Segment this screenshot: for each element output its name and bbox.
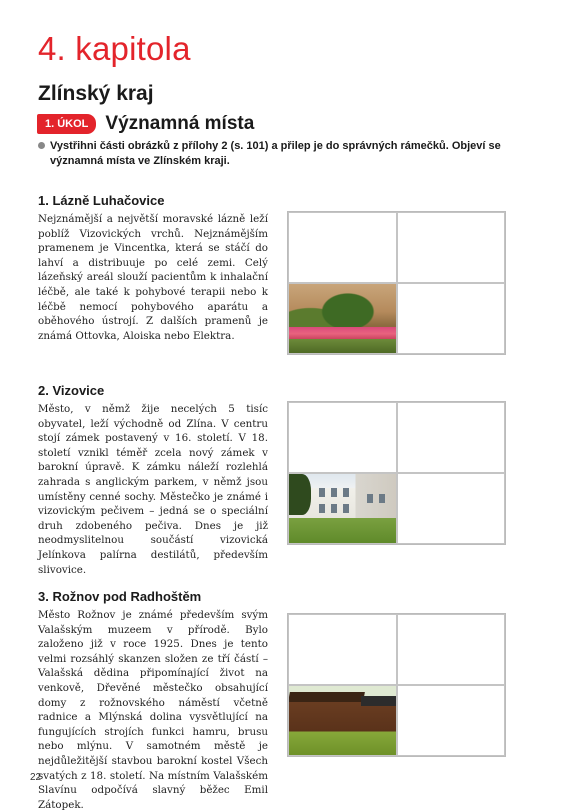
instruction-text: Vystřihni části obrázků z přílohy 2 (s. 101) a přilep je do správných rámečků. Objeví se významná místa ve Zlínském kraji. bbox=[50, 140, 501, 167]
region-title: Zlínský kraj bbox=[38, 82, 154, 105]
section-vizovice bbox=[38, 383, 268, 577]
photo-piece-cell bbox=[288, 473, 397, 544]
paste-frame-cell[interactable] bbox=[397, 685, 506, 756]
paste-frame-cell[interactable] bbox=[288, 402, 397, 473]
paste-frame-grid bbox=[287, 401, 506, 545]
paste-frame-cell[interactable] bbox=[288, 212, 397, 283]
section-text: Nejznámější a největší moravské lázně leží poblíž Vizovických vrchů. Nejznámějším pramenem je Vincentka, která se stáčí do lahví a distribuuje po celé zemi. Celý lázeňský areál slouží pacientům k inhalační léčbě, ale také k pohybové terapii nebo k léčbě nemocí pohybového aparátu a oběhového ústrojí. Z dalších pramenů je známá Ottovka, Aloiska nebo Elektra. bbox=[38, 213, 268, 342]
paste-frame-cell[interactable] bbox=[397, 212, 506, 283]
paste-frame-grid bbox=[287, 211, 506, 355]
task-instruction bbox=[38, 139, 538, 169]
paste-frame-cell[interactable] bbox=[288, 614, 397, 685]
paste-frame-grid bbox=[287, 613, 506, 757]
section-heading: 3. Rožnov pod Radhoštěm bbox=[38, 589, 202, 604]
section-heading: 2. Vizovice bbox=[38, 383, 105, 398]
wooden-houses-photo bbox=[289, 686, 396, 755]
section-text: Město Rožnov je známé především svým Valašským muzeem v přírodě. Bylo založeno již v roce 1925. Dnes je tento velmi rozsáhlý skanzen složen ze tří částí – Valašská dědina připomínající život na venkově, Dřevěné městečko obsahující domy z rožnovského náměstí včetně radnice a Mlýnská dolina vysvětlující na fungujících strojích funkci hamru, brusu nebo mlýnu. V samotném městě je nejdůležitější stavbou barokní kostel Všech svatých z 18. století. Na místním Valašském Slavínu odpočívá slavný běžec Emil Zátopek. bbox=[38, 609, 268, 811]
paste-frame-cell[interactable] bbox=[397, 283, 506, 354]
section-luhacovice bbox=[38, 193, 268, 343]
section-text: Město, v němž žije necelých 5 tisíc obyvatel, leží východně od Zlína. V centru stojí zámek postavený v 16. století. V 18. století vznikl téměř zcela nový zámek v barokní úpravě. K zámku náleží rozlehlá zahrada s anglickým parkem, v němž jsou umístěny cenné sochy. Městečko je známé i vizovickým pečivem – jedná se o speciální druh zdobeného pečiva. Dnes je již neodmyslitelnou součástí vizovická Jelínkova palírna destilátů, především slivovice. bbox=[38, 403, 268, 576]
section-roznov bbox=[38, 589, 268, 812]
paste-frame-cell[interactable] bbox=[397, 473, 506, 544]
task-badge: 1. ÚKOL bbox=[37, 114, 96, 134]
spa-garden-photo bbox=[289, 284, 396, 353]
page-number: 22 bbox=[30, 772, 42, 783]
photo-piece-cell bbox=[288, 283, 397, 354]
section-heading: 1. Lázně Luhačovice bbox=[38, 193, 165, 208]
task-title: Významná místa bbox=[105, 113, 255, 134]
paste-frame-cell[interactable] bbox=[397, 614, 506, 685]
task-header bbox=[37, 113, 254, 135]
photo-piece-cell bbox=[288, 685, 397, 756]
chateau-photo bbox=[289, 474, 396, 543]
chapter-title: 4. kapitola bbox=[38, 30, 191, 67]
bullet-icon bbox=[38, 142, 45, 149]
paste-frame-cell[interactable] bbox=[397, 402, 506, 473]
